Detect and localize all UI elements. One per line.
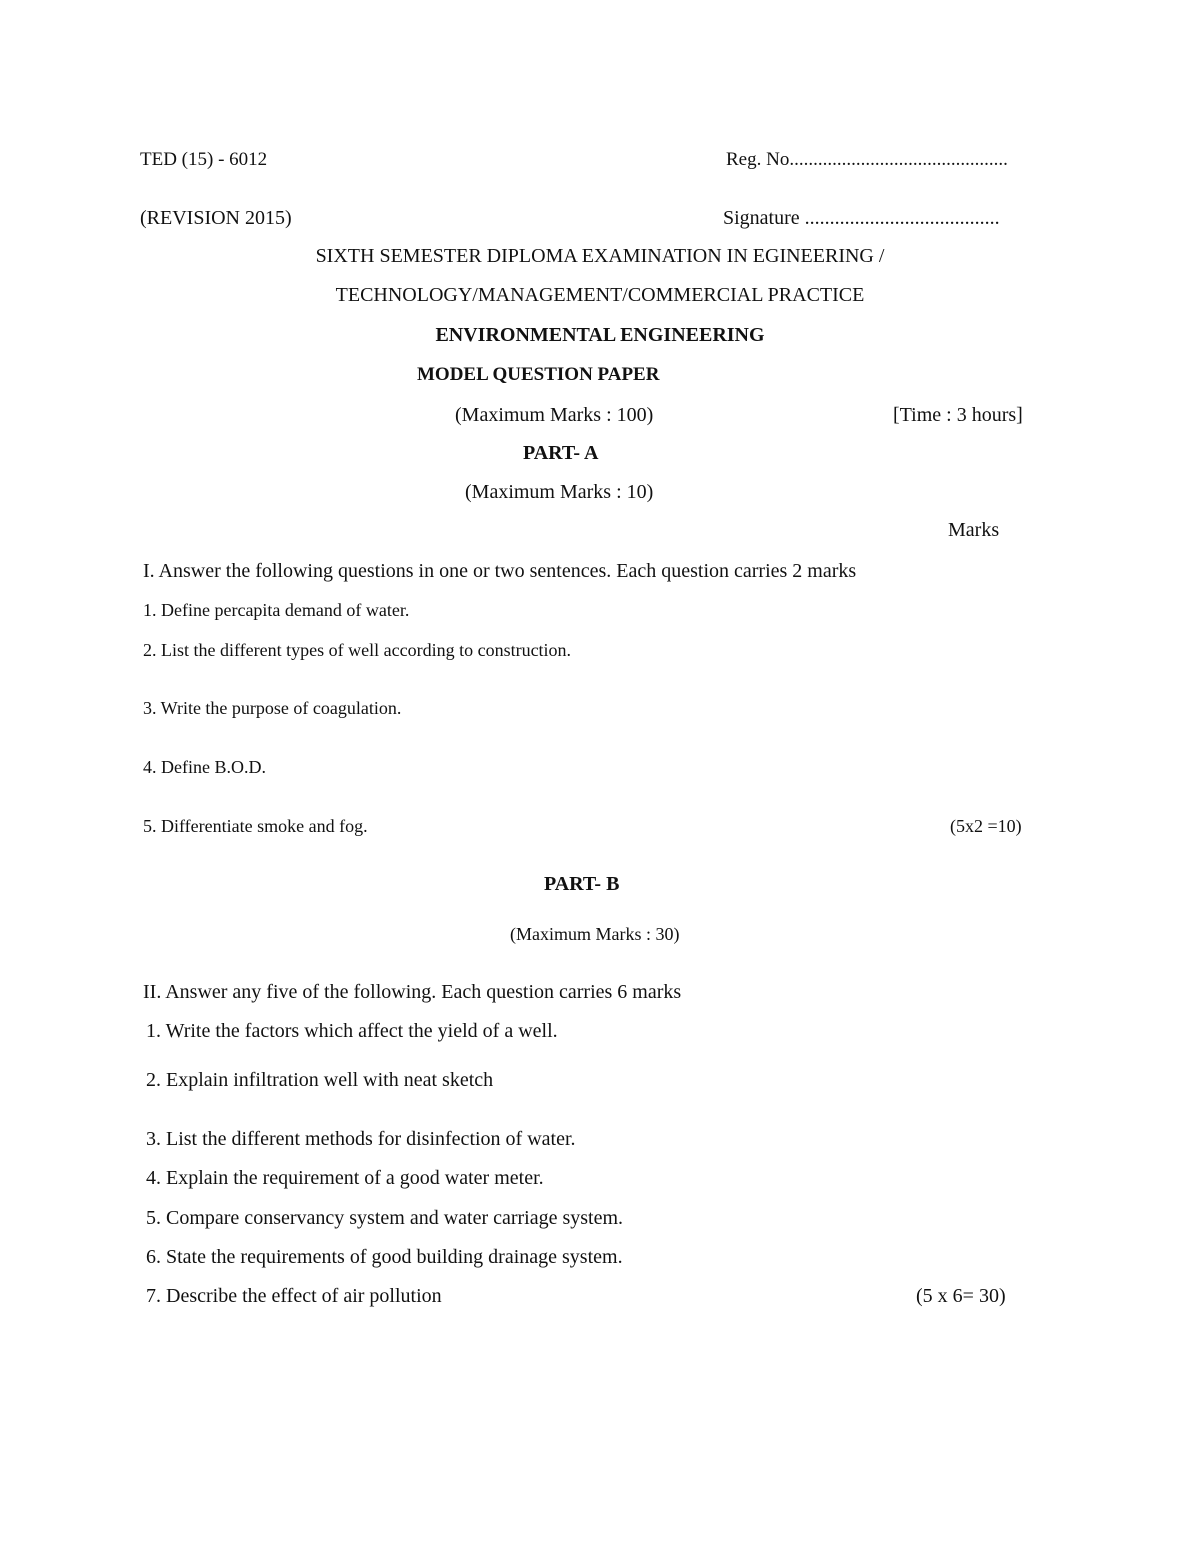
part-b-instruction: II. Answer any five of the following. Each question carries 6 marks: [143, 981, 682, 1003]
part-a-question-1: 1. Define percapita demand of water.: [143, 600, 410, 620]
part-a-question-4: 4. Define B.O.D.: [143, 757, 266, 777]
part-b-total-marks: (5 x 6= 30): [916, 1285, 1006, 1307]
part-a-max-marks: (Maximum Marks : 10): [465, 481, 654, 503]
exam-title-line1: SIXTH SEMESTER DIPLOMA EXAMINATION IN EGINEERING /: [315, 245, 885, 267]
part-b-heading: PART- B: [544, 873, 620, 895]
part-b-question-2: 2. Explain infiltration well with neat sketch: [146, 1069, 494, 1091]
part-b-question-5: 5. Compare conservancy system and water carriage system.: [146, 1207, 624, 1229]
reg-no-field: Reg. No..............................................: [726, 149, 1008, 170]
part-a-question-2: 2. List the different types of well according to construction.: [143, 640, 572, 660]
part-b-question-4: 4. Explain the requirement of a good water meter.: [146, 1167, 544, 1189]
subject-title: ENVIRONMENTAL ENGINEERING: [435, 324, 765, 346]
revision-label: (REVISION 2015): [140, 207, 292, 229]
part-a-instruction: I. Answer the following questions in one or two sentences. Each question carries 2 marks: [143, 560, 857, 582]
part-b-max-marks: (Maximum Marks : 30): [510, 924, 680, 944]
part-b-question-7: 7. Describe the effect of air pollution: [146, 1285, 442, 1307]
signature-field: Signature .......................................: [723, 207, 1000, 229]
paper-type-title: MODEL QUESTION PAPER: [417, 364, 660, 385]
part-b-question-1: 1. Write the factors which affect the yield of a well.: [146, 1020, 558, 1042]
exam-title-line2: TECHNOLOGY/MANAGEMENT/COMMERCIAL PRACTICE: [335, 284, 865, 306]
marks-column-label: Marks: [948, 519, 1000, 541]
time-allowed: [Time : 3 hours]: [893, 404, 1023, 426]
part-a-question-3: 3. Write the purpose of coagulation.: [143, 698, 402, 718]
max-marks-total: (Maximum Marks : 100): [455, 404, 654, 426]
paper-code: TED (15) - 6012: [140, 149, 268, 170]
part-a-question-5: 5. Differentiate smoke and fog.: [143, 816, 368, 836]
part-a-total-marks: (5x2 =10): [950, 816, 1022, 836]
part-b-question-6: 6. State the requirements of good building drainage system.: [146, 1246, 623, 1268]
part-b-question-3: 3. List the different methods for disinfection of water.: [146, 1128, 576, 1150]
part-a-heading: PART- A: [523, 442, 599, 464]
